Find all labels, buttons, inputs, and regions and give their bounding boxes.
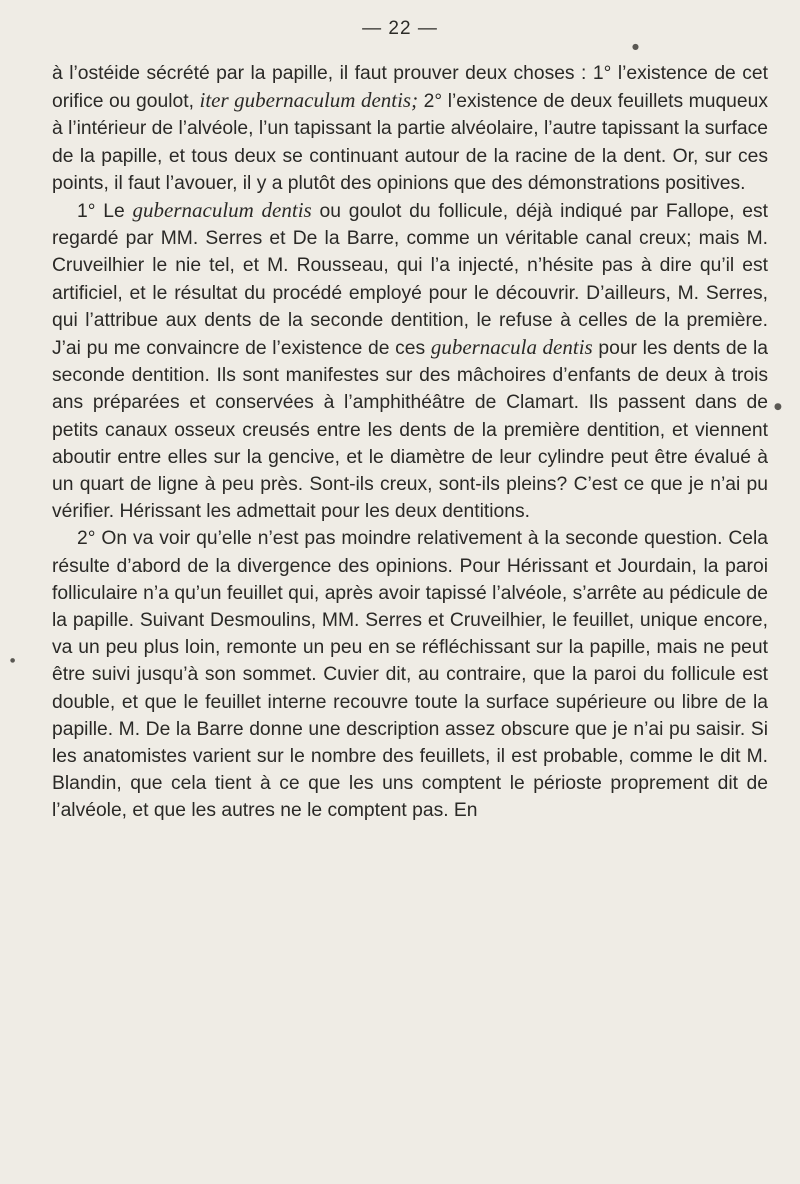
- ink-dot-mark: ●: [774, 402, 782, 412]
- paragraph-1: [52, 60, 768, 197]
- text-run: ou goulot du follicule, déjà indiqué par Fallope, est regardé par MM. Serres et De la Barre, comme un véritable canal creux; mais M. Cruveilhier le nie tel, et M. Rousseau, qui l’a injecté, n’hésite pas à dire qu’il est artificiel, et le résultat du procédé employé pour le découvrir. D’ailleurs, M. Serres, qui l’attribue aux dents de la seconde dentition, le refuse à celles de la première. J’ai pu me convaincre de l’existence de ces: [52, 201, 768, 360]
- page-number: — 22 —: [362, 18, 438, 39]
- text-run: pour les dents de la seconde dentition. Ils sont manifestes sur des mâchoires d’enfants de deux à trois ans préparées et conservées à l’amphithéâtre de Clamart. Ils passent dans de petits canaux osseux creusés entre les dents de la première dentition, et viennent aboutir entre elles sur la gencive, et le diamètre de leur cylindre peut être évalué à un quart de ligne à peu près. Sont-ils creux, sont-ils pleins? C’est ce que je n’ai pu vérifier. Hérissant les admettait pour les deux dentitions.: [52, 338, 768, 523]
- text-run: 2° l’existence de deux feuillets muqueux à l’intérieur de l’alvéole, l’un tapissant la partie alvéolaire, l’autre tapissant la surface de la papille, et tous deux se continuant autour de la racine de la dent. Or, sur ces points, il faut l’avouer, il y a plutôt des opinions que des démonstrations positives.: [52, 91, 768, 194]
- text-run: à l’ostéide sécrété par la papille, il faut prouver deux choses : 1° l’existence de cet orifice ou goulot,: [52, 63, 768, 113]
- paragraph-3: [52, 525, 768, 824]
- italic-term: gubernaculum dentis: [132, 198, 312, 223]
- text-run: 1° Le: [77, 201, 133, 223]
- paragraph-2: [52, 197, 768, 525]
- italic-term: gubernacula dentis: [430, 335, 593, 360]
- ink-dot-mark: ●: [10, 657, 16, 664]
- text-run: 2° On va voir qu’elle n’est pas moindre relativement à la seconde question. Cela résulte d’abord de la divergence des opinions. Pour Hérissant et Jourdain, la paroi folliculaire n’a qu’un feuillet qui, après avoir tapissé l’alvéole, s’arrête au pédicule de la papille. Suivant Desmoulins, MM. Serres et Cruveilhier, le feuillet, unique encore, va un peu plus loin, remonte un peu en se réfléchissant sur la papille, mais ne peut être suivi jusqu’à son sommet. Cuvier dit, au contraire, que la paroi du follicule est double, et que le feuillet interne recouvre toute la surface supérieure ou libre de la papille. M. De la Barre donne une description assez obscure que je n’ai pu saisir. Si les anatomistes varient sur le nombre des feuillets, il est probable, comme le dit M. Blandin, que cela tient à ce que les uns comptent le périoste proprement dit de l’alvéole, et que les autres ne le comptent pas. En: [52, 528, 768, 822]
- body-text: [52, 60, 768, 825]
- italic-term: iter gubernaculum dentis;: [199, 88, 419, 113]
- ink-dot-mark: ●: [632, 42, 639, 51]
